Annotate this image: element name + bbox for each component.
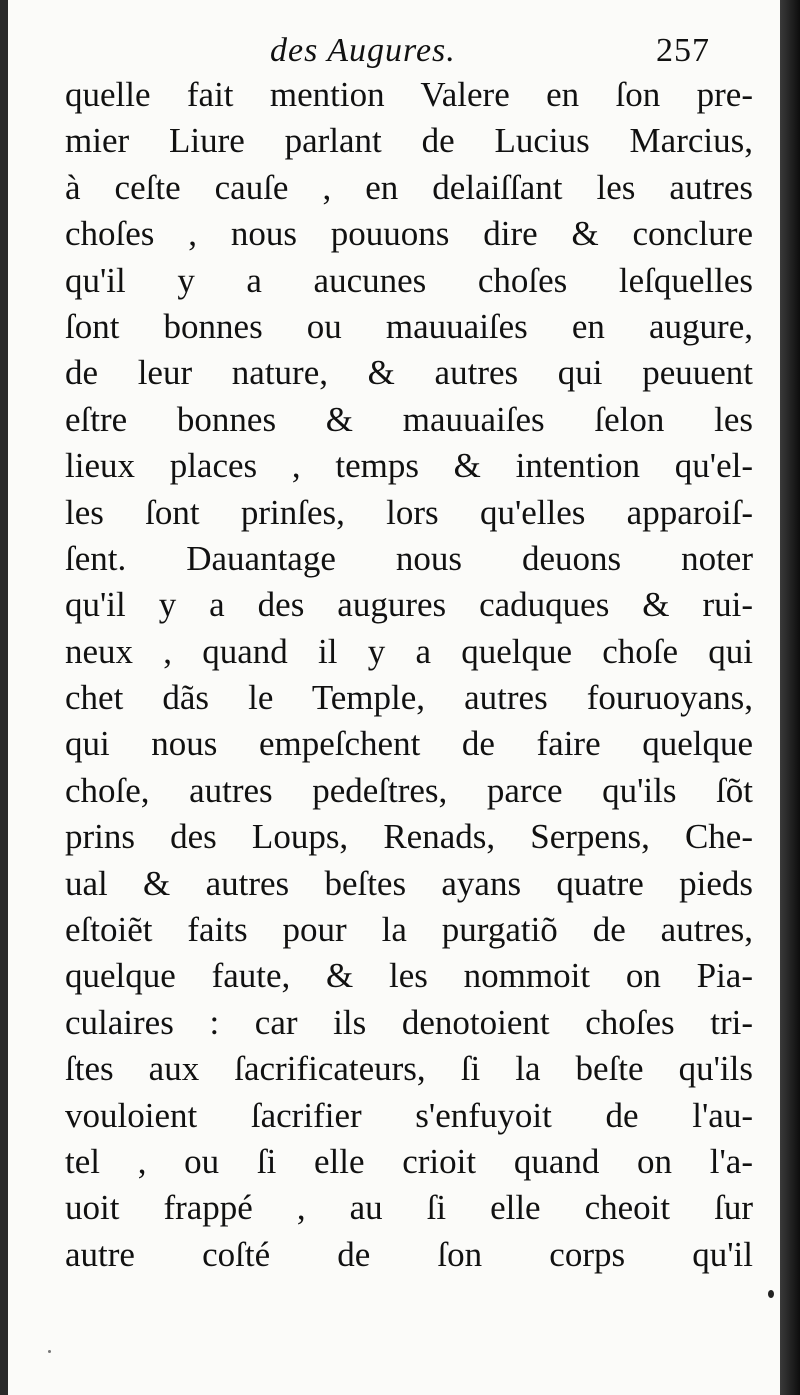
- text-line: eſtoiẽt faits pour la purgatiõ de autres,: [65, 910, 753, 950]
- text-line: à ceſte cauſe , en delaiſſant les autres: [65, 167, 753, 207]
- book-page: [8, 0, 780, 1395]
- text-line: ſont bonnes ou mauuaiſes en augure,: [65, 306, 753, 346]
- text-line: autre coſté de ſon corps qu'il: [65, 1234, 753, 1274]
- text-line: vouloient ſacrifier s'enfuyoit de l'au-: [65, 1095, 753, 1135]
- text-line: les ſont prinſes, lors qu'elles apparoiſ-: [65, 492, 753, 532]
- text-line: de leur nature, & autres qui peuuent: [65, 353, 753, 393]
- text-line: culaires : car ils denotoient choſes tri-: [65, 1002, 753, 1042]
- text-line: qu'il y a aucunes choſes leſquelles: [65, 260, 753, 300]
- text-line: uoit frappé , au ſi elle cheoit ſur: [65, 1188, 753, 1228]
- text-line: choſes , nous pouuons dire & conclure: [65, 214, 753, 254]
- text-line: quelle fait mention Valere en ſon pre-: [65, 75, 753, 114]
- text-line: qu'il y a des augures caduques & rui-: [65, 585, 753, 625]
- body-text: [65, 72, 753, 1278]
- running-title: des Augures.: [270, 32, 456, 69]
- text-line: tel , ou ſi elle crioit quand on l'a-: [65, 1141, 753, 1181]
- text-line: ſtes aux ſacrificateurs, ſi la beſte qu'ils: [65, 1049, 753, 1089]
- page-number: 257: [656, 32, 710, 69]
- text-line: chet dãs le Temple, autres fouruoyans,: [65, 678, 753, 718]
- text-line: prins des Loups, Renads, Serpens, Che-: [65, 817, 753, 857]
- text-line: lieux places , temps & intention qu'el-: [65, 446, 753, 486]
- text-line: neux , quand il y a quelque choſe qui: [65, 631, 753, 671]
- text-line: eſtre bonnes & mauuaiſes ſelon les: [65, 399, 753, 439]
- page-edge-right: [780, 0, 800, 1395]
- text-line: choſe, autres pedeſtres, parce qu'ils ſõt: [65, 770, 753, 810]
- ink-speck: [768, 1290, 774, 1298]
- page-edge-left: [0, 0, 8, 1395]
- text-line: qui nous empeſchent de faire quelque: [65, 724, 753, 764]
- text-line: ſent. Dauantage nous deuons noter: [65, 538, 753, 578]
- text-line: ual & autres beſtes ayans quatre pieds: [65, 863, 753, 903]
- text-line: quelque faute, & les nommoit on Pia-: [65, 956, 753, 996]
- ink-speck: [48, 1350, 51, 1353]
- text-line: mier Liure parlant de Lucius Marcius,: [65, 121, 753, 161]
